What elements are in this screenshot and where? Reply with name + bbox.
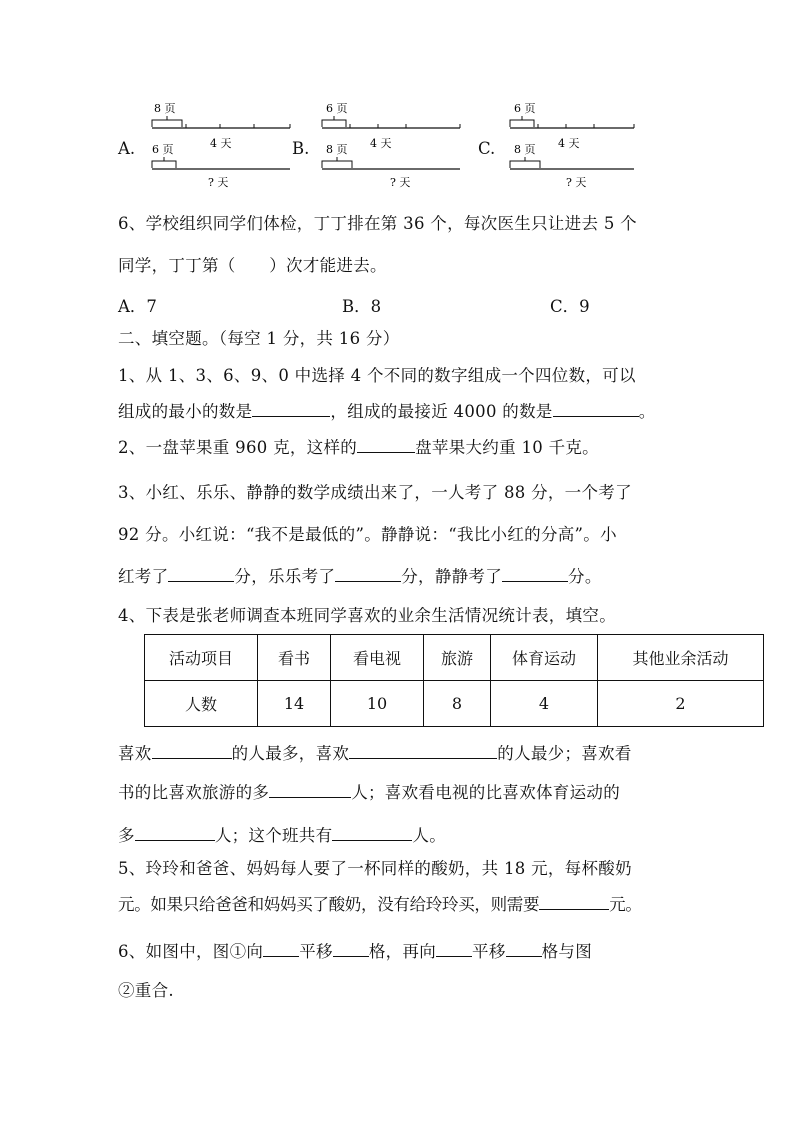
table-cell: 看电视: [331, 635, 424, 681]
option-c-question-label: ? 天: [566, 176, 587, 189]
option-a-mid-label: 4 天: [210, 137, 232, 150]
q6-option-c: C．9: [550, 297, 590, 316]
q6-option-a: A．7: [118, 297, 157, 316]
answer-blank[interactable]: [252, 402, 330, 417]
fill-4-line-3: 多 人；这个班共有 人。: [118, 826, 447, 845]
table-cell: 8: [424, 681, 491, 727]
table-cell: 14: [258, 681, 331, 727]
table-cell: 体育运动: [491, 635, 598, 681]
fill-5-line-1: 5、玲玲和爸爸、妈妈每人要了一杯同样的酸奶，共 18 元，每杯酸奶: [118, 859, 632, 878]
fill-4-line-2: 书的比喜欢旅游的多 人；喜欢看电视的比喜欢体育运动的: [118, 783, 621, 802]
option-a-question-label: ? 天: [208, 176, 229, 189]
option-a-diagram: [148, 100, 298, 199]
table-cell: 2: [598, 681, 764, 727]
option-b-question-label: ? 天: [390, 176, 411, 189]
table-cell: 10: [331, 681, 424, 727]
answer-blank[interactable]: [168, 567, 234, 582]
table-cell: 4: [491, 681, 598, 727]
answer-blank[interactable]: [502, 567, 568, 582]
fill-6-line-2: ②重合.: [118, 981, 174, 1000]
answer-blank[interactable]: [553, 402, 639, 417]
option-c-bot-label: 8 页: [514, 143, 536, 156]
answer-blank[interactable]: [332, 826, 412, 841]
answer-blank[interactable]: [269, 783, 351, 798]
fill-4-intro: 4、下表是张老师调查本班同学喜欢的业余生活情况统计表，填空。: [118, 606, 616, 625]
answer-blank[interactable]: [436, 942, 472, 957]
q6-option-b: B．8: [342, 297, 382, 316]
answer-blank[interactable]: [333, 942, 369, 957]
option-a-bot-label: 6 页: [152, 143, 174, 156]
option-c-letter: C.: [478, 139, 496, 158]
statistics-table: [144, 634, 764, 727]
option-c-mid-label: 4 天: [558, 137, 580, 150]
answer-blank[interactable]: [152, 744, 232, 759]
answer-blank[interactable]: [506, 942, 542, 957]
fill-5-line-2: 元。如果只给爸爸和妈妈买了酸奶，没有给玲玲买，则需要 元。: [118, 895, 642, 914]
option-b-bot-label: 8 页: [326, 143, 348, 156]
answer-blank[interactable]: [135, 826, 215, 841]
fill-3-line-2: 92 分。小红说：“我不是最低的”。静静说：“我比小红的分高”。小: [118, 525, 617, 544]
section-title: 二、填空题。（每空 1 分，共 16 分）: [118, 329, 400, 348]
option-a-letter: A.: [118, 139, 136, 158]
answer-blank[interactable]: [349, 744, 497, 759]
answer-blank[interactable]: [357, 438, 415, 453]
table-cell: 人数: [145, 681, 258, 727]
option-b-diagram: [318, 100, 468, 199]
answer-blank[interactable]: [539, 895, 609, 910]
table-cell: 其他业余活动: [598, 635, 764, 681]
option-b-top-label: 6 页: [326, 102, 348, 115]
option-c-top-label: 6 页: [514, 102, 536, 115]
table-cell: 看书: [258, 635, 331, 681]
fill-6-line-1: 6、如图中，图①向 平移 格，再向 平移 格与图: [118, 942, 593, 961]
option-c-diagram: [506, 100, 656, 199]
table-row: [145, 681, 764, 727]
table-header-row: [145, 635, 764, 681]
q6-line-1: 6、学校组织同学们体检，丁丁排在第 36 个，每次医生只让进去 5 个: [118, 214, 637, 233]
answer-blank[interactable]: [263, 942, 299, 957]
option-a-top-label: 8 页: [154, 102, 176, 115]
fill-1-line-2: 组成的最小的数是 ，组成的最接近 4000 的数是 。: [118, 402, 656, 421]
fill-2: 2、一盘苹果重 960 克，这样的 盘苹果大约重 10 千克。: [118, 438, 599, 457]
q6-line-2: 同学，丁丁第（ ）次才能进去。: [118, 256, 387, 275]
table-cell: 旅游: [424, 635, 491, 681]
table-cell: 活动项目: [145, 635, 258, 681]
answer-blank[interactable]: [335, 567, 401, 582]
fill-3-line-3: 红考了 分，乐乐考了 分，静静考了 分。: [118, 567, 602, 586]
option-b-letter: B.: [292, 139, 310, 158]
fill-1-line-1: 1、从 1、3、6、9、0 中选择 4 个不同的数字组成一个四位数，可以: [118, 366, 636, 385]
fill-3-line-1: 3、小红、乐乐、静静的数学成绩出来了，一人考了 88 分，一个考了: [118, 483, 632, 502]
fill-4-line-1: 喜欢 的人最多，喜欢 的人最少；喜欢看: [118, 744, 632, 763]
option-b-mid-label: 4 天: [370, 137, 392, 150]
